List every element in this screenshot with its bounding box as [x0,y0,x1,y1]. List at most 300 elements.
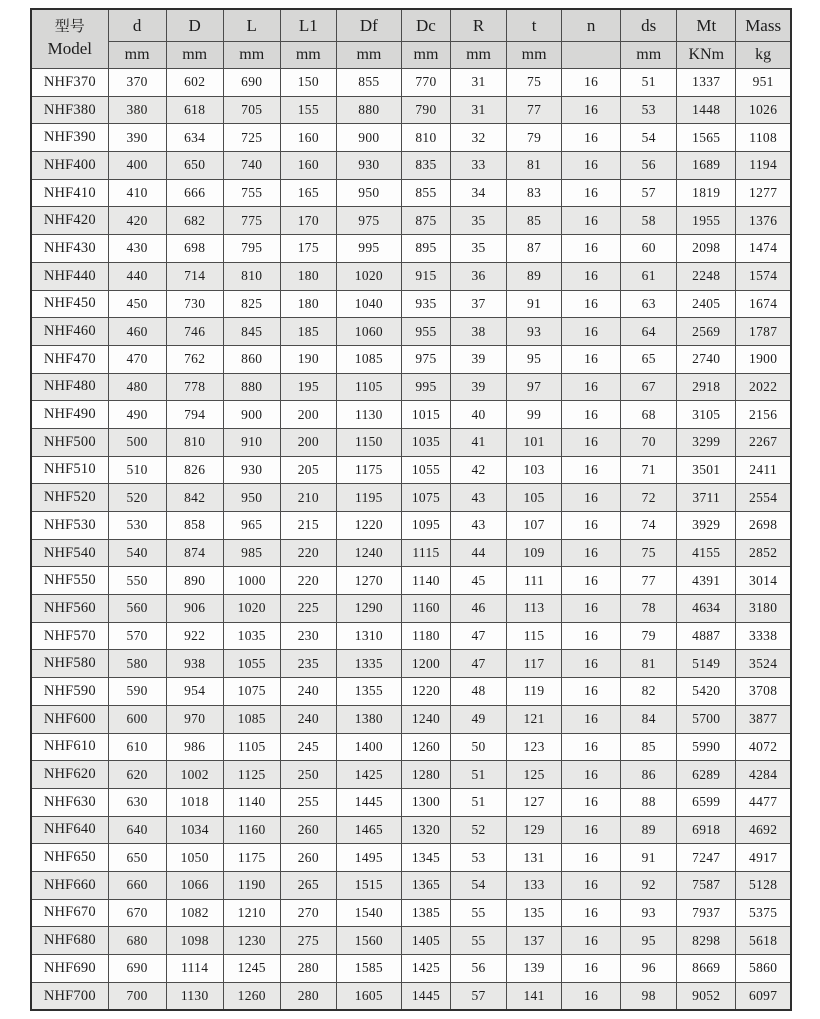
table-row [31,290,791,318]
table-cell: 1605 [336,982,401,1010]
column-unit-Mt: KNm [677,42,736,69]
table-cell: 37 [450,290,506,318]
table-cell: 618 [166,96,223,124]
table-cell: 420 [108,207,166,235]
table-cell: 1002 [166,761,223,789]
model-cell: NHF380 [31,96,108,124]
table-cell: 51 [450,788,506,816]
table-cell: 5375 [736,899,791,927]
table-cell: 16 [562,899,621,927]
table-cell: 570 [108,622,166,650]
table-cell: 1400 [336,733,401,761]
table-cell: 995 [401,373,450,401]
column-unit-L1: mm [280,42,336,69]
table-cell: 650 [166,152,223,180]
spec-table [30,8,792,1011]
table-cell: 125 [507,761,562,789]
table-cell: 730 [166,290,223,318]
table-cell: 1114 [166,955,223,983]
table-cell: 101 [507,428,562,456]
table-cell: 935 [401,290,450,318]
table-cell: 790 [401,96,450,124]
table-row [31,152,791,180]
table-cell: 190 [280,345,336,373]
table-cell: 985 [223,539,280,567]
table-cell: 113 [507,595,562,623]
model-cell: NHF640 [31,816,108,844]
table-cell: 1565 [677,124,736,152]
table-cell: 71 [621,456,677,484]
table-cell: 220 [280,567,336,595]
table-cell: 170 [280,207,336,235]
table-cell: 975 [336,207,401,235]
table-cell: 5128 [736,871,791,899]
table-cell: 1075 [223,678,280,706]
table-cell: 380 [108,96,166,124]
table-cell: 1140 [401,567,450,595]
table-cell: 680 [108,927,166,955]
table-cell: 1085 [336,345,401,373]
table-cell: 634 [166,124,223,152]
table-cell: 51 [621,69,677,97]
table-cell: 1130 [166,982,223,1010]
table-cell: 2267 [736,428,791,456]
table-cell: 1465 [336,816,401,844]
table-cell: 922 [166,622,223,650]
table-cell: 610 [108,733,166,761]
table-cell: 1075 [401,484,450,512]
model-cell: NHF470 [31,345,108,373]
table-cell: 951 [736,69,791,97]
table-cell: 58 [621,207,677,235]
table-cell: 5420 [677,678,736,706]
table-cell: 260 [280,816,336,844]
table-cell: 1230 [223,927,280,955]
table-row [31,733,791,761]
table-cell: 16 [562,622,621,650]
table-row [31,871,791,899]
table-cell: 1060 [336,318,401,346]
header-unit-row [31,42,791,69]
table-cell: 2740 [677,345,736,373]
table-cell: 1900 [736,345,791,373]
table-cell: 1280 [401,761,450,789]
table-row [31,235,791,263]
table-cell: 8298 [677,927,736,955]
table-cell: 690 [223,69,280,97]
table-cell: 440 [108,262,166,290]
table-cell: 682 [166,207,223,235]
table-cell: 858 [166,512,223,540]
table-cell: 81 [507,152,562,180]
table-cell: 1240 [336,539,401,567]
table-cell: 880 [223,373,280,401]
table-cell: 83 [507,179,562,207]
table-cell: 874 [166,539,223,567]
table-cell: 910 [223,428,280,456]
model-cell: NHF540 [31,539,108,567]
model-cell: NHF680 [31,927,108,955]
table-cell: 794 [166,401,223,429]
table-cell: 57 [450,982,506,1010]
table-cell: 1020 [223,595,280,623]
table-cell: 45 [450,567,506,595]
model-cell: NHF700 [31,982,108,1010]
table-cell: 129 [507,816,562,844]
table-row [31,788,791,816]
table-cell: 43 [450,484,506,512]
model-cell: NHF610 [31,733,108,761]
table-cell: 490 [108,401,166,429]
table-cell: 1425 [401,955,450,983]
table-cell: 450 [108,290,166,318]
table-cell: 1445 [336,788,401,816]
table-cell: 131 [507,844,562,872]
table-cell: 1035 [401,428,450,456]
table-cell: 16 [562,290,621,318]
table-cell: 88 [621,788,677,816]
model-header-cn: 型号 [54,19,85,36]
table-cell: 900 [223,401,280,429]
table-cell: 16 [562,96,621,124]
table-cell: 1277 [736,179,791,207]
column-unit-ds: mm [621,42,677,69]
table-cell: 700 [108,982,166,1010]
table-cell: 965 [223,512,280,540]
table-cell: 1955 [677,207,736,235]
table-cell: 34 [450,179,506,207]
table-cell: 87 [507,235,562,263]
table-cell: 16 [562,927,621,955]
column-header-Mass: Mass [736,9,791,42]
table-cell: 370 [108,69,166,97]
table-cell: 47 [450,622,506,650]
table-cell: 48 [450,678,506,706]
column-unit-D: mm [166,42,223,69]
table-cell: 995 [336,235,401,263]
table-cell: 1365 [401,871,450,899]
table-row [31,484,791,512]
table-cell: 3105 [677,401,736,429]
column-header-R: R [450,9,506,42]
table-cell: 7937 [677,899,736,927]
table-cell: 740 [223,152,280,180]
table-cell: 79 [507,124,562,152]
table-cell: 460 [108,318,166,346]
table-cell: 175 [280,235,336,263]
model-cell: NHF480 [31,373,108,401]
table-cell: 115 [507,622,562,650]
table-cell: 650 [108,844,166,872]
table-row [31,844,791,872]
table-cell: 16 [562,373,621,401]
table-cell: 137 [507,927,562,955]
table-cell: 835 [401,152,450,180]
table-cell: 4634 [677,595,736,623]
table-cell: 4887 [677,622,736,650]
table-cell: 698 [166,235,223,263]
table-row [31,955,791,983]
table-cell: 530 [108,512,166,540]
table-cell: 4072 [736,733,791,761]
table-row [31,567,791,595]
table-cell: 119 [507,678,562,706]
table-cell: 6599 [677,788,736,816]
table-cell: 240 [280,705,336,733]
table-cell: 480 [108,373,166,401]
table-cell: 16 [562,761,621,789]
model-cell: NHF450 [31,290,108,318]
table-cell: 1385 [401,899,450,927]
table-cell: 91 [507,290,562,318]
table-cell: 133 [507,871,562,899]
table-cell: 1300 [401,788,450,816]
table-cell: 230 [280,622,336,650]
table-cell: 755 [223,179,280,207]
table-cell: 4391 [677,567,736,595]
table-cell: 16 [562,595,621,623]
table-cell: 250 [280,761,336,789]
table-cell: 630 [108,788,166,816]
model-cell: NHF500 [31,428,108,456]
table-cell: 54 [450,871,506,899]
table-cell: 1210 [223,899,280,927]
table-cell: 240 [280,678,336,706]
table-cell: 16 [562,179,621,207]
table-cell: 46 [450,595,506,623]
table-cell: 600 [108,705,166,733]
table-cell: 895 [401,235,450,263]
table-cell: 1405 [401,927,450,955]
table-cell: 906 [166,595,223,623]
table-cell: 205 [280,456,336,484]
model-cell: NHF600 [31,705,108,733]
model-cell: NHF630 [31,788,108,816]
table-cell: 51 [450,761,506,789]
table-cell: 16 [562,152,621,180]
table-cell: 4917 [736,844,791,872]
table-cell: 16 [562,650,621,678]
table-cell: 860 [223,345,280,373]
table-cell: 96 [621,955,677,983]
table-cell: 75 [507,69,562,97]
table-cell: 6289 [677,761,736,789]
table-cell: 61 [621,262,677,290]
table-cell: 580 [108,650,166,678]
table-cell: 35 [450,235,506,263]
model-cell: NHF430 [31,235,108,263]
table-cell: 6918 [677,816,736,844]
table-row [31,401,791,429]
table-cell: 602 [166,69,223,97]
table-cell: 1540 [336,899,401,927]
table-cell: 1270 [336,567,401,595]
table-cell: 200 [280,428,336,456]
table-cell: 875 [401,207,450,235]
table-cell: 810 [166,428,223,456]
table-cell: 670 [108,899,166,927]
table-cell: 1018 [166,788,223,816]
table-row [31,678,791,706]
table-cell: 60 [621,235,677,263]
table-cell: 8669 [677,955,736,983]
table-cell: 620 [108,761,166,789]
table-cell: 795 [223,235,280,263]
model-cell: NHF570 [31,622,108,650]
table-cell: 1000 [223,567,280,595]
table-cell: 1115 [401,539,450,567]
table-cell: 1376 [736,207,791,235]
table-cell: 9052 [677,982,736,1010]
table-cell: 1055 [401,456,450,484]
table-cell: 510 [108,456,166,484]
table-cell: 79 [621,622,677,650]
table-cell: 5149 [677,650,736,678]
table-cell: 1220 [401,678,450,706]
model-cell: NHF400 [31,152,108,180]
table-cell: 1034 [166,816,223,844]
table-cell: 52 [450,816,506,844]
table-cell: 1425 [336,761,401,789]
table-cell: 1035 [223,622,280,650]
table-cell: 500 [108,428,166,456]
table-cell: 1130 [336,401,401,429]
table-cell: 245 [280,733,336,761]
table-cell: 2405 [677,290,736,318]
table-cell: 7587 [677,871,736,899]
table-cell: 3708 [736,678,791,706]
table-cell: 5860 [736,955,791,983]
table-cell: 56 [621,152,677,180]
table-cell: 16 [562,982,621,1010]
table-cell: 16 [562,456,621,484]
column-header-Mt: Mt [677,9,736,42]
table-cell: 16 [562,539,621,567]
table-cell: 855 [401,179,450,207]
column-header-model [31,9,108,69]
table-row [31,96,791,124]
table-cell: 2918 [677,373,736,401]
table-cell: 7247 [677,844,736,872]
table-cell: 54 [621,124,677,152]
table-cell: 880 [336,96,401,124]
table-cell: 1150 [336,428,401,456]
table-cell: 1085 [223,705,280,733]
table-cell: 255 [280,788,336,816]
model-cell: NHF390 [31,124,108,152]
column-unit-Mass: kg [736,42,791,69]
table-cell: 1345 [401,844,450,872]
table-cell: 155 [280,96,336,124]
table-cell: 1495 [336,844,401,872]
table-cell: 55 [450,927,506,955]
table-cell: 855 [336,69,401,97]
table-cell: 1194 [736,152,791,180]
table-cell: 16 [562,844,621,872]
model-cell: NHF370 [31,69,108,97]
table-cell: 265 [280,871,336,899]
table-cell: 900 [336,124,401,152]
table-row [31,650,791,678]
table-cell: 89 [507,262,562,290]
spec-table-body [31,69,791,1011]
table-cell: 3299 [677,428,736,456]
table-cell: 89 [621,816,677,844]
table-cell: 1190 [223,871,280,899]
table-cell: 470 [108,345,166,373]
table-cell: 16 [562,262,621,290]
spec-table-header [31,9,791,69]
table-cell: 210 [280,484,336,512]
table-cell: 99 [507,401,562,429]
model-cell: NHF690 [31,955,108,983]
table-cell: 123 [507,733,562,761]
table-cell: 1674 [736,290,791,318]
table-cell: 2554 [736,484,791,512]
table-cell: 40 [450,401,506,429]
table-cell: 43 [450,512,506,540]
table-cell: 1200 [401,650,450,678]
model-cell: NHF460 [31,318,108,346]
table-cell: 3014 [736,567,791,595]
table-cell: 16 [562,733,621,761]
table-cell: 410 [108,179,166,207]
table-cell: 1240 [401,705,450,733]
table-cell: 915 [401,262,450,290]
table-cell: 590 [108,678,166,706]
table-cell: 1098 [166,927,223,955]
column-header-Df: Df [336,9,401,42]
table-cell: 225 [280,595,336,623]
table-cell: 185 [280,318,336,346]
column-unit-Df: mm [336,42,401,69]
table-cell: 16 [562,484,621,512]
table-cell: 938 [166,650,223,678]
table-cell: 95 [507,345,562,373]
table-cell: 180 [280,262,336,290]
table-cell: 1026 [736,96,791,124]
model-cell: NHF420 [31,207,108,235]
table-cell: 16 [562,816,621,844]
table-cell: 950 [336,179,401,207]
table-cell: 68 [621,401,677,429]
table-row [31,428,791,456]
table-cell: 109 [507,539,562,567]
table-cell: 3524 [736,650,791,678]
table-cell: 1055 [223,650,280,678]
table-cell: 105 [507,484,562,512]
table-cell: 1574 [736,262,791,290]
table-cell: 1689 [677,152,736,180]
table-cell: 3711 [677,484,736,512]
table-cell: 67 [621,373,677,401]
table-cell: 1560 [336,927,401,955]
table-cell: 520 [108,484,166,512]
column-unit-L: mm [223,42,280,69]
column-header-L1: L1 [280,9,336,42]
table-cell: 16 [562,428,621,456]
table-cell: 74 [621,512,677,540]
table-cell: 690 [108,955,166,983]
model-cell: NHF530 [31,512,108,540]
table-cell: 2569 [677,318,736,346]
table-cell: 1474 [736,235,791,263]
table-cell: 1337 [677,69,736,97]
table-cell: 280 [280,982,336,1010]
table-cell: 31 [450,69,506,97]
table-cell: 1310 [336,622,401,650]
table-cell: 121 [507,705,562,733]
